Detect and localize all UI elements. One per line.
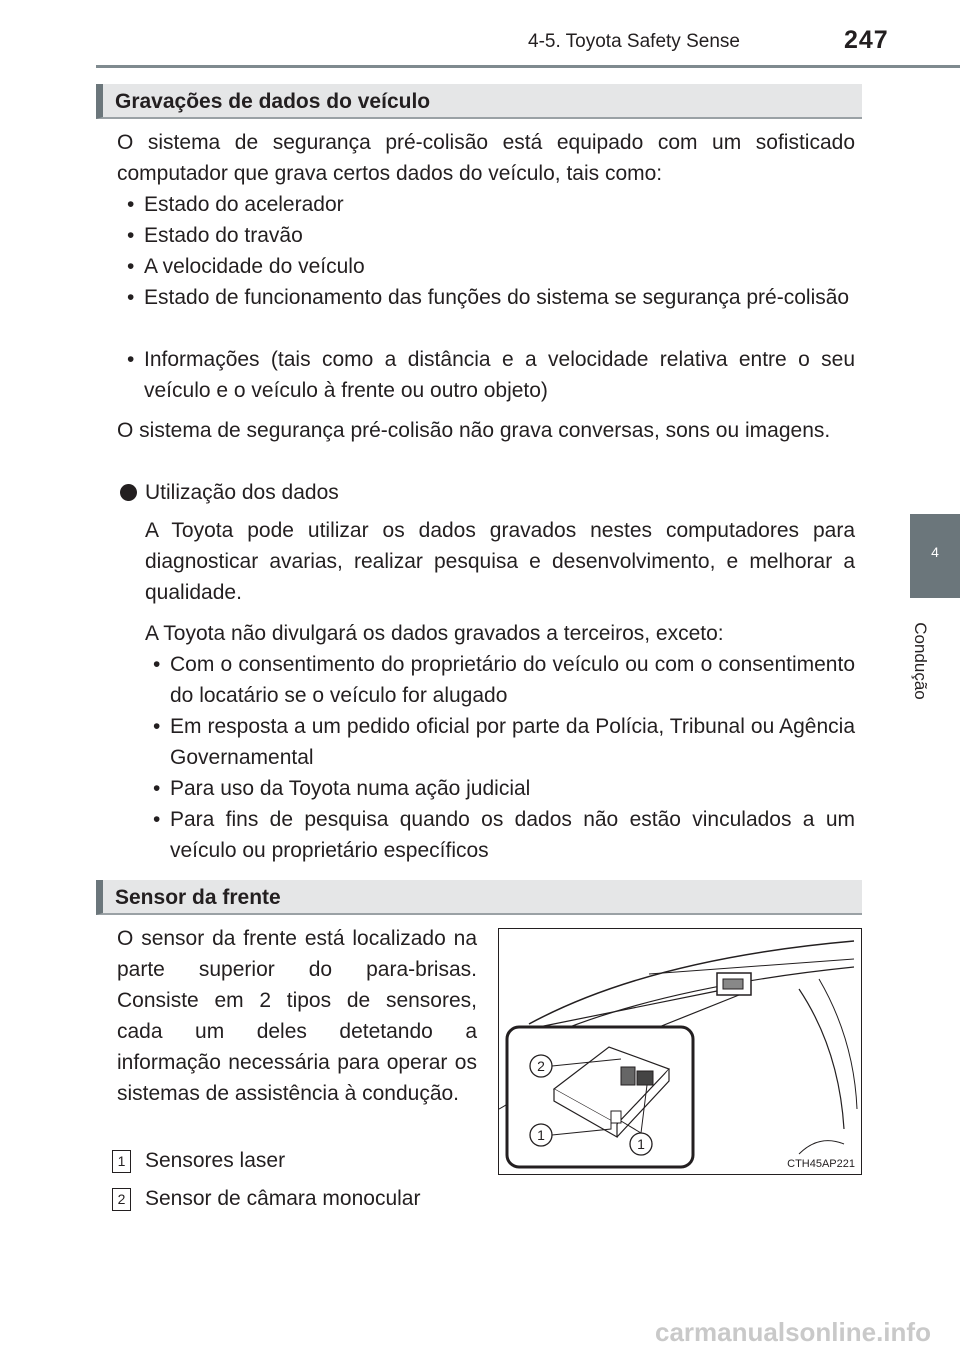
section-header: 4-5. Toyota Safety Sense xyxy=(528,31,740,52)
list-item: • Estado do travão xyxy=(127,220,855,251)
circle-bullet-icon xyxy=(120,484,137,501)
section-title: Gravações de dados do veículo xyxy=(115,90,431,113)
subheading: Utilização dos dados xyxy=(145,481,339,504)
section-heading-front-sensor xyxy=(96,880,862,915)
intro-paragraph: O sistema de segurança pré-colisão está equipado com um sofisticado computador que grava certos dados do veículo, tais como: xyxy=(117,131,855,185)
item-number-badge: 2 xyxy=(112,1188,131,1211)
note-paragraph: O sistema de segurança pré-colisão não grava conversas, sons ou imagens. xyxy=(117,419,831,442)
list-item: • Com o consentimento do proprietário do veículo ou com o consentimento do locatário se o veículo for alugado xyxy=(153,649,855,711)
list-item: • A velocidade do veículo xyxy=(127,251,855,282)
windshield-sensor-illustration xyxy=(499,929,860,1173)
bullet-icon: • xyxy=(127,193,135,216)
header-rule xyxy=(96,65,960,68)
section-heading-data-recording xyxy=(96,84,862,119)
callout-label: 1 xyxy=(537,1127,545,1143)
disclosure-paragraph: A Toyota não divulgará os dados gravados a terceiros, exceto: xyxy=(145,622,724,645)
sensor-paragraph: O sensor da frente está localizado na parte superior do para-brisas. Consiste em 2 tipos de sensores, cada um deles detetando a informação necessária para operar os sistemas de assistência à condução. xyxy=(117,927,477,1105)
callout-label: 1 xyxy=(637,1136,645,1152)
bullet-icon: • xyxy=(127,286,135,309)
bullet-icon: • xyxy=(127,348,135,371)
list-item: • Estado do acelerador xyxy=(127,189,855,220)
item-label: Sensores laser xyxy=(145,1149,286,1172)
page-number: 247 xyxy=(844,26,889,54)
list-item: • Estado de funcionamento das funções do sistema se segurança pré-colisão xyxy=(127,282,855,313)
sensor-figure xyxy=(498,928,862,1175)
bullet-icon: • xyxy=(127,255,135,278)
chapter-tab[interactable] xyxy=(910,514,960,598)
bullet-icon: • xyxy=(127,224,135,247)
callout-label: 2 xyxy=(537,1058,545,1074)
bullet-icon: • xyxy=(153,808,161,831)
bullet-icon: • xyxy=(153,777,161,800)
bullet-icon: • xyxy=(153,653,161,676)
item-number-badge: 1 xyxy=(112,1150,131,1173)
chapter-number: 4 xyxy=(931,544,939,560)
chapter-label-wrap xyxy=(905,606,935,716)
list-item: • Informações (tais como a distância e a velocidade relativa entre o seu veículo e o veículo à frente ou outro objeto) xyxy=(127,344,855,406)
list-item: • Em resposta a um pedido oficial por parte da Polícia, Tribunal ou Agência Governamental xyxy=(153,711,855,773)
list-item: • Para fins de pesquisa quando os dados não estão vinculados a um veículo ou proprietário específicos xyxy=(153,804,855,866)
chapter-label: Condução xyxy=(911,622,930,700)
watermark: carmanualsonline.info xyxy=(655,1317,931,1347)
list-item: • Para uso da Toyota numa ação judicial xyxy=(153,773,855,804)
usage-paragraph: A Toyota pode utilizar os dados gravados nestes computadores para diagnosticar avarias, realizar pesquisa e desenvolvimento, e melhorar a qualidade. xyxy=(145,519,855,604)
figure-code: CTH45AP221 xyxy=(787,1158,855,1170)
section-title: Sensor da frente xyxy=(115,886,281,909)
bullet-icon: • xyxy=(153,715,161,738)
item-label: Sensor de câmara monocular xyxy=(145,1187,421,1210)
